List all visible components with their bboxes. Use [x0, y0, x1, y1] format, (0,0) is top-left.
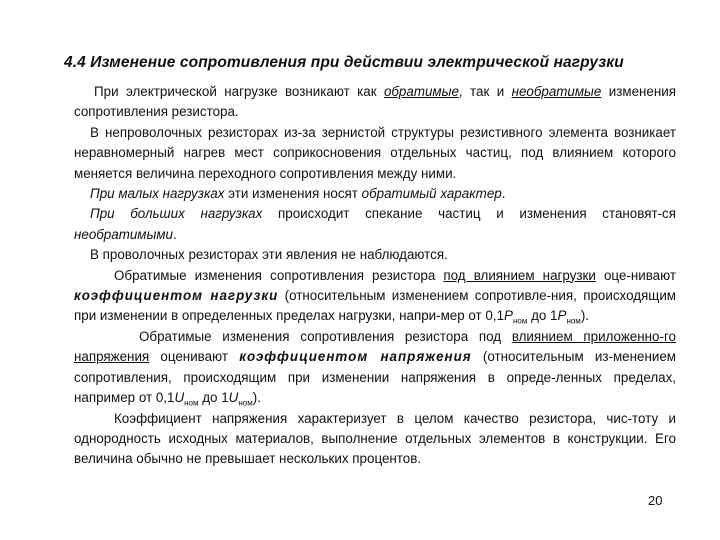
subscript-nom: ном — [512, 317, 528, 327]
text-run: ). — [580, 308, 589, 324]
term-under-load: под влиянием нагрузки — [443, 267, 596, 283]
text-run: оце-нивают — [595, 267, 677, 283]
subscript-nom: ном — [184, 398, 199, 408]
symbol-u: U — [174, 390, 185, 406]
term-small-loads: При малых нагрузках — [90, 186, 225, 202]
term-reversible: обратимые — [383, 84, 459, 99]
paragraph-2 — [74, 123, 676, 184]
text-run: (относительным изменением сопротивле-ния, происходящим при изменении в определенных пределах нагрузки, напри-мер от 0,1 — [74, 288, 677, 324]
text-run: происходит спекание частиц и изменения становят-ся — [262, 206, 676, 222]
symbol-u: U — [228, 390, 239, 406]
text-run: (относительным из-менением сопротивления, происходящим при изменении напряжения в опреде-ленных пределах, например от 0,1 — [74, 349, 676, 406]
text-run: до 1 — [527, 308, 558, 324]
text-run: эти изменения носят — [224, 186, 362, 202]
section-title: 4.4 Изменение сопротивления при действии электрической нагрузки — [64, 54, 624, 71]
text-run: В непроволочных резисторах из-за зернистой структуры резистивного элемента возникает неравномерный нагрев мест соприкосновения отдельных частиц, под влиянием которого меняется величина переходного сопротивления между ними. — [74, 124, 676, 181]
text-run: Обратимые изменения сопротивления резистора — [114, 267, 444, 283]
text-run: до 1 — [198, 390, 229, 406]
term-large-loads: При больших нагрузках — [90, 206, 263, 222]
text-run: В проволочных резисторах эти явления не наблюдаются. — [90, 247, 448, 263]
paragraph-7 — [74, 327, 676, 409]
text-run: При электрической нагрузке возникают как — [94, 84, 384, 99]
paragraph-5 — [74, 245, 676, 265]
text-run: . — [172, 226, 177, 242]
subscript-nom: ном — [238, 398, 253, 408]
paragraph-6 — [74, 266, 676, 327]
page-number: 20 — [648, 493, 663, 508]
text-run: оценивают — [149, 349, 240, 365]
subscript-nom: ном — [566, 317, 581, 327]
text-run: изменения сопротивления резистора. — [74, 84, 676, 120]
body-text — [74, 82, 676, 470]
paragraph-1 — [74, 82, 676, 123]
term-irreversible-result: необратимыми — [74, 226, 173, 242]
paragraph-3 — [74, 184, 676, 204]
paragraph-8 — [74, 409, 676, 470]
text-run: . — [501, 186, 506, 202]
text-run: , так и — [458, 84, 512, 99]
paragraph-4 — [74, 204, 676, 245]
term-voltage-coefficient: коэффициентом напряжения — [239, 349, 472, 365]
symbol-p: Р — [557, 308, 567, 324]
text-run: Коэффициент напряжения характеризует в целом качество резистора, чис-тоту и однородность исходных материалов, выполнение отдельных элементов в конструкции. Его величина обычно не превышает нескольких процентов. — [74, 410, 676, 467]
text-run: ). — [252, 390, 261, 406]
term-irreversible: необратимые — [511, 84, 602, 99]
text-run: Обратимые изменения сопротивления резистора под — [139, 328, 512, 344]
symbol-p: Р — [504, 308, 513, 324]
term-reversible-character: обратимый характер — [361, 186, 502, 202]
term-under-voltage: влиянием приложенно-го напряжения — [74, 328, 676, 365]
term-load-coefficient: коэффициентом нагрузки — [74, 288, 279, 304]
